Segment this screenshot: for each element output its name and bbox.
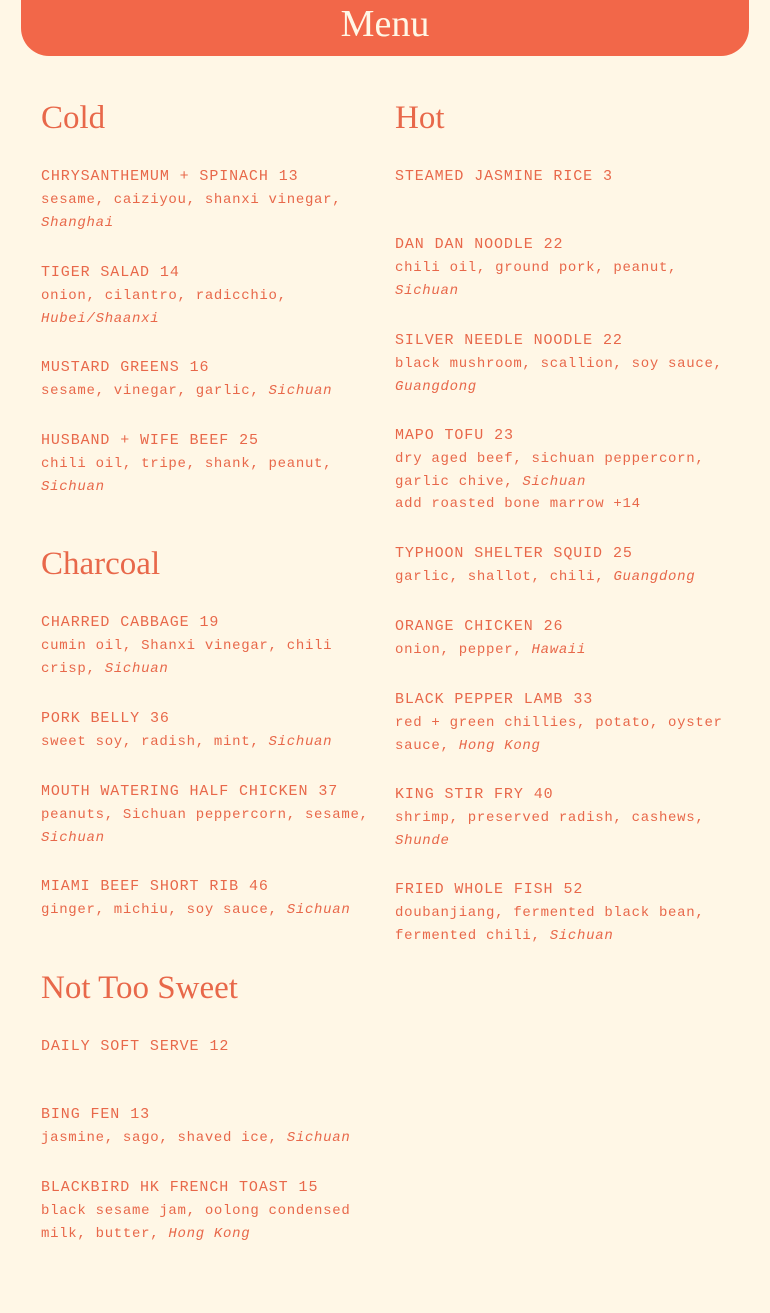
menu-item-ingredients: sweet soy, radish, mint, — [41, 734, 269, 750]
menu-item-price: 16 — [189, 359, 210, 376]
menu-item-title-row — [41, 709, 371, 729]
menu-item-origin: Guangdong — [395, 378, 477, 395]
menu-item — [395, 690, 735, 757]
menu-item-description — [41, 1127, 371, 1150]
menu-item-price: 13 — [278, 168, 299, 185]
menu-item-description — [41, 804, 371, 849]
menu-item-name: MIAMI BEEF SHORT RIB — [41, 878, 240, 895]
menu-item-ingredients: cumin oil, Shanxi vinegar, chili crisp, — [41, 638, 333, 677]
menu-item — [395, 331, 735, 398]
section-title-not-too-sweet: Not Too Sweet — [41, 970, 238, 1006]
menu-item-ingredients: jasmine, sago, shaved ice, — [41, 1130, 287, 1146]
menu-item — [41, 613, 371, 680]
menu-item-price: 36 — [150, 710, 170, 727]
menu-item-price: 15 — [298, 1179, 319, 1196]
menu-item-price: 3 — [603, 168, 613, 185]
menu-item-name: MOUTH WATERING HALF CHICKEN — [41, 783, 309, 800]
menu-item — [395, 880, 735, 947]
section-title-hot: Hot — [395, 100, 445, 136]
menu-item-name: BLACK PEPPER LAMB — [395, 691, 564, 708]
menu-item-ingredients: dry aged beef, sichuan peppercorn, garlic chive, — [395, 451, 705, 490]
menu-item-origin: Sichuan — [41, 478, 105, 495]
menu-item-description — [395, 257, 735, 302]
menu-item-origin: Hubei/Shaanxi — [41, 310, 160, 327]
menu-item — [395, 617, 735, 662]
menu-item-addon: add roasted bone marrow +14 — [395, 496, 641, 512]
menu-item — [41, 431, 371, 498]
menu-item — [395, 235, 735, 302]
menu-item — [41, 1178, 371, 1245]
menu-item — [41, 877, 371, 922]
menu-item-description — [41, 731, 371, 754]
menu-item-price: 12 — [209, 1038, 230, 1055]
menu-item-name: ORANGE CHICKEN — [395, 618, 534, 635]
menu-item-price: 22 — [603, 332, 623, 349]
menu-item-ingredients: peanuts, Sichuan peppercorn, sesame, — [41, 807, 369, 823]
menu-item-origin: Sichuan — [41, 829, 105, 846]
menu-item-ingredients: onion, pepper, — [395, 642, 532, 658]
menu-item-ingredients: chili oil, tripe, shank, peanut, — [41, 456, 333, 472]
menu-item-origin: Sichuan — [395, 282, 459, 299]
menu-item-name: TIGER SALAD — [41, 264, 150, 281]
menu-item-name: BLACKBIRD HK FRENCH TOAST — [41, 1179, 289, 1196]
menu-item-description — [395, 712, 735, 757]
menu-item-origin: Sichuan — [268, 383, 333, 399]
menu-item — [41, 1037, 371, 1057]
menu-item-origin: Sichuan — [104, 660, 169, 677]
menu-item-origin: Sichuan — [286, 1130, 351, 1146]
menu-item-ingredients: shrimp, preserved radish, cashews, — [395, 810, 705, 826]
menu-item-origin: Sichuan — [286, 902, 351, 918]
menu-item-ingredients: chili oil, ground pork, peanut, — [395, 260, 678, 276]
menu-item-price: 26 — [543, 618, 564, 635]
menu-item-origin: Sichuan — [549, 927, 614, 944]
menu-item-description — [395, 639, 735, 662]
menu-item-origin: Hong Kong — [168, 1225, 251, 1242]
menu-item-name: HUSBAND + WIFE BEEF — [41, 432, 230, 449]
menu-item-title-row — [41, 263, 371, 283]
menu-item-title-row — [41, 358, 371, 378]
menu-item-title-row — [41, 1037, 371, 1057]
menu-item-description — [395, 448, 735, 493]
menu-item-ingredients: doubanjiang, fermented black bean, fermented chili, — [395, 905, 705, 944]
menu-item-ingredients: ginger, michiu, soy sauce, — [41, 902, 287, 918]
menu-item-title-row — [395, 426, 735, 446]
menu-item — [41, 263, 371, 330]
menu-item-ingredients: sesame, caiziyou, shanxi vinegar, — [41, 192, 342, 208]
menu-item-title-row — [41, 877, 371, 897]
menu-item-title-row — [41, 1178, 371, 1198]
menu-item-name: CHARRED CABBAGE — [41, 614, 190, 631]
menu-item-title-row — [395, 617, 735, 637]
menu-item-title-row — [41, 613, 371, 633]
menu-item-origin: Sichuan — [522, 473, 587, 490]
menu-item-description — [41, 380, 371, 403]
menu-item-ingredients: red + green chillies, potato, oyster sauce, — [395, 715, 723, 754]
menu-item-price: 40 — [533, 786, 554, 803]
menu-item-price: 33 — [573, 691, 594, 708]
menu-item-price: 14 — [159, 264, 180, 281]
menu-item — [395, 544, 735, 589]
menu-item-name: TYPHOON SHELTER SQUID — [395, 545, 603, 562]
menu-item-ingredients: garlic, shallot, chili, — [395, 569, 614, 585]
menu-item-ingredients: sesame, vinegar, garlic, — [41, 383, 269, 399]
menu-item-description — [395, 807, 735, 852]
menu-item-price: 23 — [494, 427, 514, 444]
menu-item-origin: Hong Kong — [458, 737, 541, 754]
menu-item-title-row — [41, 782, 371, 802]
menu-item-description — [41, 189, 371, 234]
menu-item-origin: Shunde — [395, 832, 450, 849]
menu-item-price: 13 — [130, 1106, 151, 1123]
menu-item — [395, 785, 735, 852]
menu-item-price: 25 — [612, 545, 633, 562]
menu-item-description — [41, 899, 371, 922]
menu-item-description — [41, 635, 371, 680]
menu-item-description — [41, 453, 371, 498]
menu-item-title-row — [395, 331, 735, 351]
menu-item-name: KING STIR FRY — [395, 786, 524, 803]
menu-item-name: BING FEN — [41, 1106, 121, 1123]
menu-item-origin: Sichuan — [268, 734, 333, 750]
menu-item-title-row — [395, 880, 735, 900]
menu-item-name: STEAMED JASMINE RICE — [395, 168, 594, 185]
menu-item-origin: Guangdong — [613, 569, 696, 585]
menu-item — [41, 1105, 371, 1150]
menu-item-description — [41, 285, 371, 330]
menu-item-name: MUSTARD GREENS — [41, 359, 180, 376]
menu-item-name: PORK BELLY — [41, 710, 141, 727]
menu-item-name: CHRYSANTHEMUM + SPINACH — [41, 168, 269, 185]
menu-item-title-row — [395, 785, 735, 805]
menu-item-ingredients: onion, cilantro, radicchio, — [41, 288, 287, 304]
menu-item-price: 52 — [563, 881, 584, 898]
menu-item-description — [41, 1200, 371, 1245]
menu-item-name: SILVER NEEDLE NOODLE — [395, 332, 594, 349]
menu-item-title-row — [41, 431, 371, 451]
menu-item-name: FRIED WHOLE FISH — [395, 881, 554, 898]
menu-item-origin: Shanghai — [41, 214, 114, 231]
menu-item — [41, 782, 371, 849]
menu-item-title-row — [41, 167, 371, 187]
menu-item-name: MAPO TOFU — [395, 427, 485, 444]
menu-item-ingredients: black sesame jam, oolong condensed milk, butter, — [41, 1203, 351, 1242]
menu-item — [41, 709, 371, 754]
menu-item-title-row — [395, 544, 735, 564]
menu-item-title-row — [41, 1105, 371, 1125]
menu-item-price: 37 — [318, 783, 339, 800]
menu-item — [41, 167, 371, 234]
menu-item — [41, 358, 371, 403]
menu-item-price: 25 — [239, 432, 259, 449]
menu-item-ingredients: black mushroom, scallion, soy sauce, — [395, 356, 723, 372]
section-title-cold: Cold — [41, 100, 106, 136]
menu-header — [21, 0, 749, 56]
menu-item-description — [395, 902, 735, 947]
page-title: Menu — [340, 3, 430, 45]
menu-item-price: 46 — [249, 878, 269, 895]
menu-item-title-row — [395, 235, 735, 255]
menu-item-price: 22 — [543, 236, 564, 253]
section-title-charcoal: Charcoal — [41, 546, 161, 582]
menu-item-description — [395, 353, 735, 398]
menu-item-title-row — [395, 167, 735, 187]
menu-item-title-row — [395, 690, 735, 710]
menu-item-price: 19 — [199, 614, 220, 631]
menu-item-description — [395, 566, 735, 589]
menu-item — [395, 426, 735, 516]
menu-item-name: DAN DAN NOODLE — [395, 236, 534, 253]
menu-item-origin: Hawaii — [531, 642, 587, 658]
menu-item — [395, 167, 735, 187]
menu-item-name: DAILY SOFT SERVE — [41, 1038, 200, 1055]
